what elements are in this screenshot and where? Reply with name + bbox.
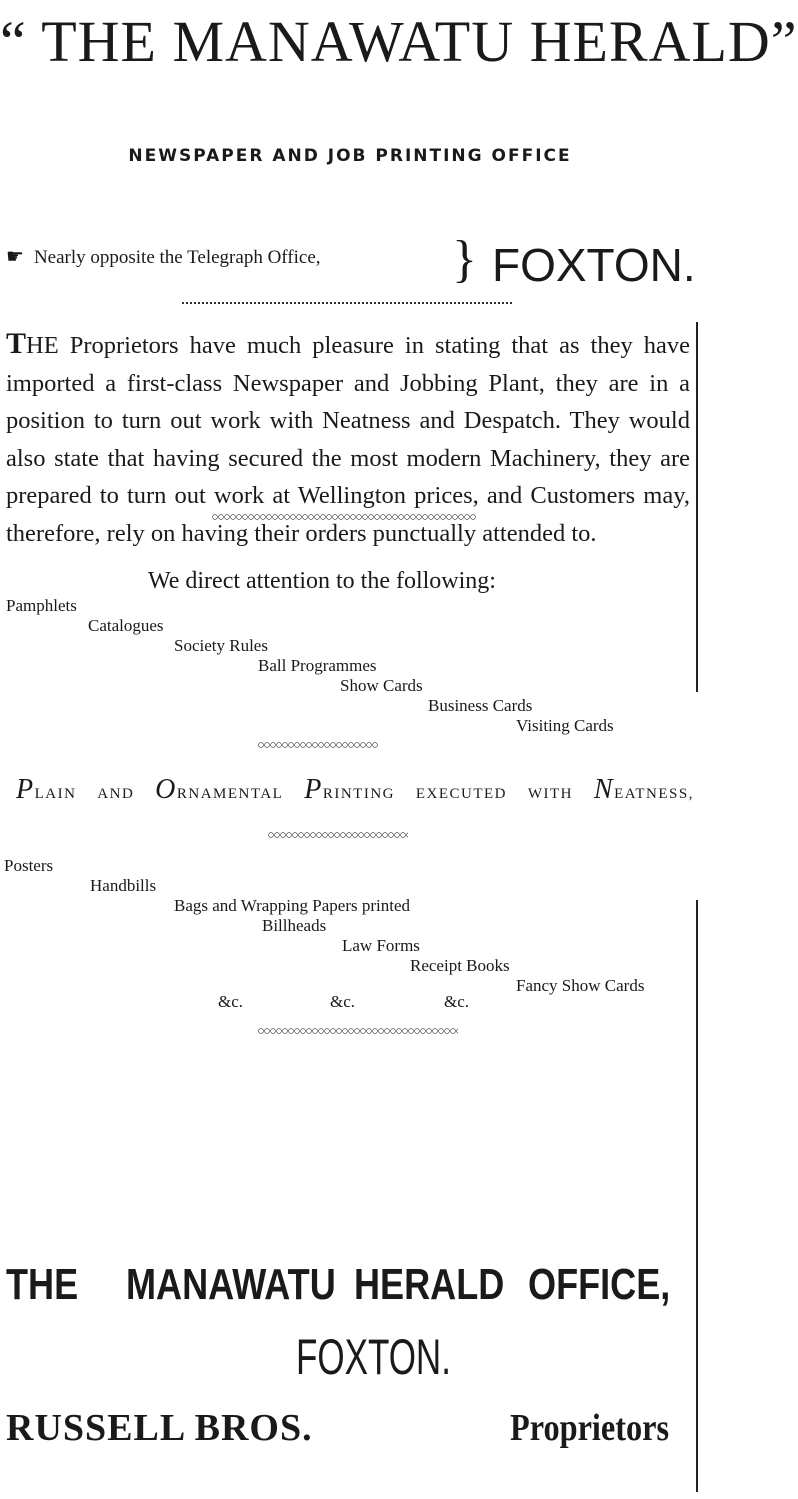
ornamental-word-7: NEATNESS, [593, 774, 694, 805]
ornamental-word-2: AND [97, 786, 135, 802]
page-edge-line [696, 322, 698, 692]
page-edge-line [696, 900, 698, 1492]
service-item: Fancy Show Cards [516, 976, 645, 995]
etc-text: &c. [444, 992, 470, 1011]
ornamental-word-1: PLAIN [16, 774, 77, 805]
service-item: Handbills [90, 876, 157, 895]
service-item: Society Rules [174, 636, 268, 655]
service-item: Visiting Cards [516, 716, 614, 735]
service-item: Posters [4, 856, 54, 875]
owners-role: Proprietors [510, 1407, 670, 1449]
service-item: Show Cards [340, 676, 423, 695]
service-item: Bags and Wrapping Papers printed [174, 896, 411, 915]
address-text: Nearly opposite the Telegraph Office, [33, 247, 321, 268]
office-word: HERALD [354, 1260, 505, 1309]
wavy-divider [258, 742, 378, 748]
service-item: Law Forms [342, 936, 420, 955]
pointing-hand-icon: ☛ [6, 246, 24, 268]
ornamental-word-3: ORNAMENTAL [155, 774, 284, 805]
dropcap: T [6, 327, 27, 360]
service-item: Catalogues [88, 616, 164, 635]
services-heading: We direct attention to the following: [148, 568, 496, 594]
address-line [6, 244, 321, 269]
masthead-title: “ THE MANAWATU HERALD” [0, 9, 798, 74]
office-word: OFFICE, [528, 1260, 671, 1309]
wavy-divider [258, 1028, 458, 1034]
service-item: Billheads [262, 916, 327, 935]
service-item: Receipt Books [410, 956, 510, 975]
etc-text: &c. [218, 992, 244, 1011]
ornamental-word-5: EXECUTED [415, 786, 507, 802]
wavy-divider [268, 832, 408, 838]
subhead: NEWSPAPER AND JOB PRINTING OFFICE [128, 146, 572, 166]
service-item: Ball Programmes [258, 656, 377, 675]
ornamental-word-6: WITH [527, 786, 574, 802]
announcement-text: HE Proprietors have much pleasure in stating that as they have imported a first-class Newspaper and Jobbing Plant, they are in a position to turn out work with Neatness and Despatch. They would also state that having secured the most modern Machinery, they are prepared to turn out work at Wellington prices, and Customers may, therefore, rely on having their orders punctually attended to. [6, 332, 690, 547]
office-word: MANAWATU [126, 1260, 336, 1309]
address-town: FOXTON. [492, 239, 696, 291]
divider [182, 302, 512, 304]
footer-town: FOXTON. [296, 1329, 451, 1385]
office-word: THE [6, 1260, 79, 1309]
wavy-divider [212, 514, 476, 520]
service-item: Pamphlets [6, 596, 77, 615]
ornamental-word-4: PRINTING [304, 774, 395, 805]
etc-text: &c. [330, 992, 356, 1011]
ornamental-line [16, 774, 694, 806]
brace: } [452, 231, 477, 288]
service-item: Business Cards [428, 696, 533, 715]
owners-name: RUSSELL BROS. [6, 1407, 313, 1449]
